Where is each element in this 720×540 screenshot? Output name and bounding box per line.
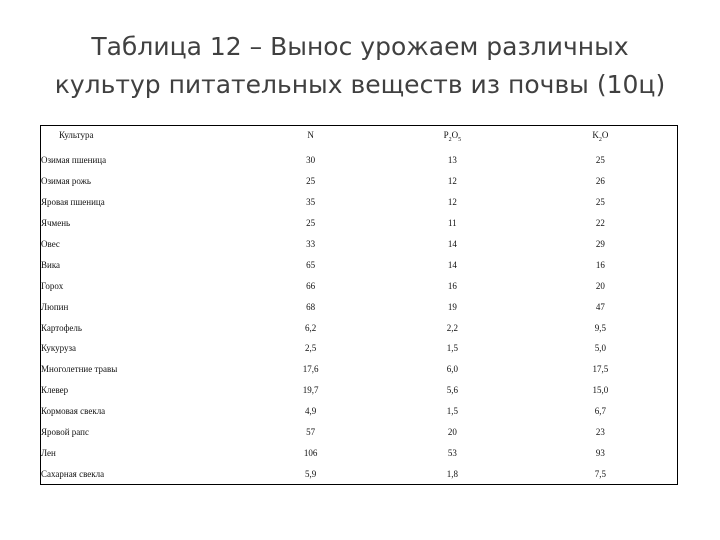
n-value: 4,9	[304, 406, 317, 417]
crop-name: Ячмень	[41, 218, 71, 229]
crop-name: Озимая рожь	[41, 176, 91, 187]
k2o-value: 25	[595, 197, 605, 208]
k2o-value: 23	[595, 427, 605, 438]
header-o-letter: O	[451, 130, 459, 140]
header-p-sub-1: 2	[448, 136, 452, 143]
n-value: 6,2	[304, 322, 317, 333]
n-value: 2,5	[304, 343, 317, 354]
k2o-value: 93	[595, 447, 605, 458]
table-row	[41, 442, 678, 463]
k2o-value: 9,5	[594, 322, 606, 333]
header-k-letter: K	[592, 130, 599, 140]
title-line-1: Таблица 12 – Вынос урожаем различных	[91, 32, 629, 61]
p2o5-value: 11	[448, 218, 457, 229]
n-value: 5,9	[304, 468, 317, 479]
n-value: 57	[306, 427, 316, 438]
table-row	[41, 463, 678, 484]
crop-name: Вика	[41, 259, 61, 270]
table-row	[41, 150, 678, 171]
crop-name: Картофель	[41, 322, 82, 333]
table-row	[41, 275, 678, 296]
n-value: 66	[306, 280, 316, 291]
table-body	[41, 150, 678, 485]
header-n: N	[307, 130, 314, 140]
k2o-value: 15,0	[592, 385, 609, 396]
n-value: 33	[306, 239, 316, 249]
nutrient-table-container	[40, 125, 678, 485]
header-k2o	[524, 126, 678, 151]
crop-name: Сахарная свекла	[41, 468, 105, 479]
n-value: 25	[306, 218, 316, 229]
table-row	[41, 338, 678, 359]
p2o5-value: 14	[447, 239, 457, 249]
slide-title	[20, 28, 700, 104]
crop-name: Многолетние травы	[41, 364, 118, 375]
table-row	[41, 192, 678, 213]
header-k-o-letter: O	[601, 130, 609, 140]
p2o5-value: 1,5	[446, 343, 458, 354]
crop-name: Люпин	[41, 301, 69, 312]
crop-name: Лен	[41, 447, 56, 458]
n-value: 35	[306, 197, 316, 208]
n-value: 65	[306, 259, 316, 270]
table-row	[41, 254, 678, 275]
k2o-value: 29	[595, 239, 605, 249]
p2o5-value: 1,8	[446, 468, 458, 479]
k2o-value: 26	[595, 176, 605, 187]
crop-name: Озимая пшеница	[41, 155, 107, 166]
k2o-value: 16	[595, 259, 605, 270]
k2o-value: 22	[595, 218, 605, 229]
table-row	[41, 317, 678, 338]
p2o5-value: 20	[447, 427, 457, 438]
k2o-value: 47	[595, 301, 605, 312]
crop-name: Горох	[41, 280, 64, 291]
table-row	[41, 296, 678, 317]
table-row	[41, 213, 678, 234]
crop-name: Яровая пшеница	[41, 197, 105, 208]
p2o5-value: 53	[447, 447, 457, 458]
header-k-sub: 2	[598, 136, 602, 143]
header-p-sub-2: 5	[458, 136, 462, 143]
nutrient-table	[40, 125, 678, 485]
k2o-value: 25	[595, 155, 605, 166]
table-row	[41, 359, 678, 380]
p2o5-value: 12	[447, 197, 457, 208]
n-value: 17,6	[302, 364, 319, 375]
crop-name: Кукуруза	[41, 343, 77, 354]
k2o-value: 20	[595, 280, 605, 291]
table-row	[41, 380, 678, 401]
crop-name: Овес	[41, 239, 60, 249]
n-value: 30	[306, 155, 316, 166]
title-line-2: культур питательных веществ из почвы (10ц)	[54, 70, 666, 99]
p2o5-value: 12	[447, 176, 457, 187]
table-row	[41, 234, 678, 255]
p2o5-value: 16	[447, 280, 457, 291]
header-p-letter: P	[443, 130, 449, 140]
n-value: 19,7	[302, 385, 319, 396]
crop-name: Яровой рапс	[41, 427, 89, 438]
table-row	[41, 422, 678, 443]
n-value: 25	[306, 176, 316, 187]
p2o5-value: 1,5	[446, 406, 458, 417]
k2o-value: 5,0	[594, 343, 606, 354]
n-value: 68	[306, 301, 316, 312]
p2o5-value: 6,0	[446, 364, 458, 375]
n-value: 106	[303, 447, 318, 458]
p2o5-value: 13	[447, 155, 457, 166]
header-p2o5	[381, 126, 524, 151]
crop-name: Кормовая свекла	[41, 406, 106, 417]
p2o5-value: 19	[447, 301, 457, 312]
header-crop: Культура	[59, 130, 94, 140]
table-row	[41, 401, 678, 422]
table-row	[41, 171, 678, 192]
p2o5-value: 14	[447, 259, 457, 270]
table-header-row	[41, 126, 678, 151]
k2o-value: 17,5	[592, 364, 609, 375]
k2o-value: 7,5	[594, 468, 606, 479]
p2o5-value: 2,2	[446, 322, 458, 333]
k2o-value: 6,7	[594, 406, 606, 417]
crop-name: Клевер	[41, 385, 69, 396]
p2o5-value: 5,6	[446, 385, 458, 396]
